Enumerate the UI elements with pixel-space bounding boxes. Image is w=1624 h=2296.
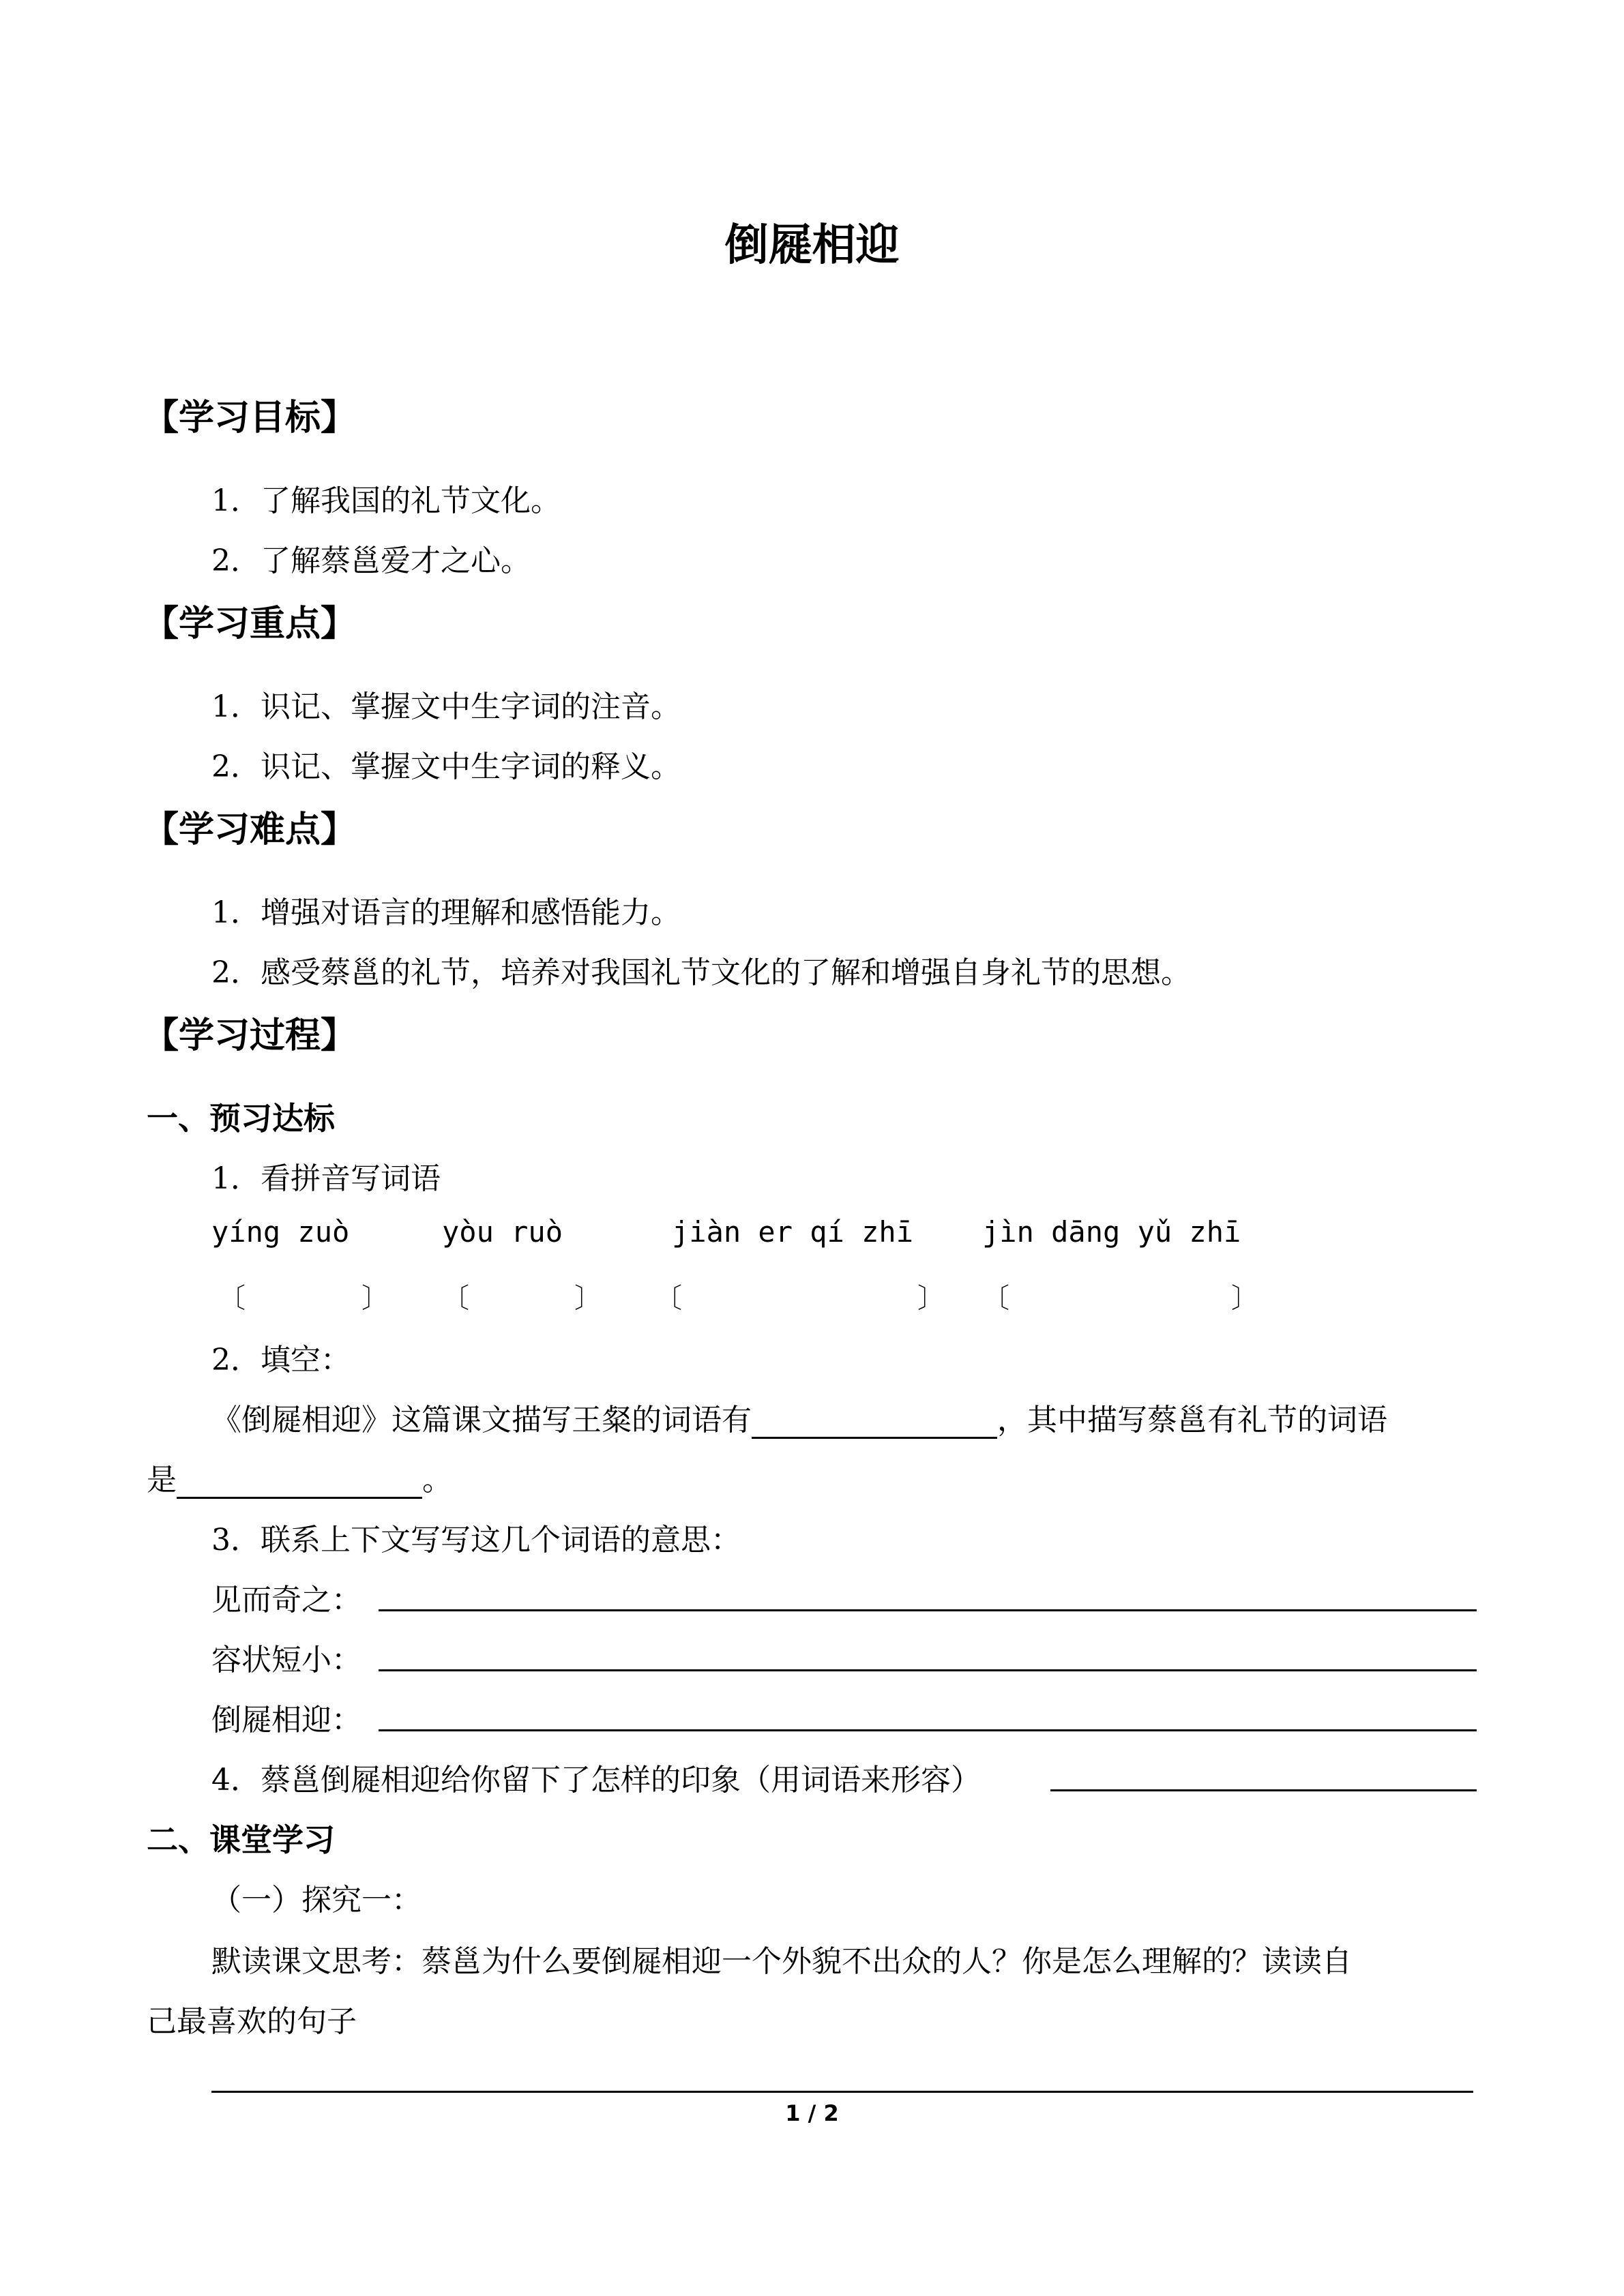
process-heading: 【学习过程】 [143,1015,357,1056]
pinyin-4: jìn dāng yǔ zhī [982,1215,1241,1249]
q3-term-3: 倒屣相迎： [211,1703,361,1738]
q3-term-2: 容状短小： [211,1643,361,1678]
answer-box-1-open[interactable]: 〔 [218,1283,246,1314]
pinyin-1: yíng zuò [211,1215,350,1249]
q4-answer-line[interactable] [1050,1789,1477,1791]
answer-box-2-close: 〕 [574,1283,602,1314]
part1-heading: 一、预习达标 [147,1100,335,1137]
key-point-item-1: 1．识记、掌握文中生字词的注音。 [211,689,681,724]
q2-text-b: ，其中描写蔡邕有礼节的词语 [997,1403,1387,1437]
answer-box-4-open[interactable]: 〔 [982,1283,1009,1314]
explore-label: （一）探究一： [211,1883,422,1918]
goals-heading: 【学习目标】 [143,398,357,438]
q3-answer-line-2[interactable] [379,1669,1477,1671]
footer-divider [211,2091,1473,2093]
q2-label: 2．填空： [211,1343,351,1377]
answer-box-3-close: 〕 [917,1283,945,1314]
prompt-line-2: 己最喜欢的句子 [147,2004,357,2039]
goal-item-1: 1．了解我国的礼节文化。 [211,483,561,518]
q3-answer-line-3[interactable] [379,1729,1477,1731]
answer-box-1-close: 〕 [361,1283,389,1314]
q2-blank-2[interactable] [177,1465,422,1499]
q3-label: 3．联系上下文写写这几个词语的意思： [211,1523,741,1557]
pinyin-3: jiàn er qí zhī [672,1215,914,1249]
page-title: 倒屣相迎 [724,220,900,271]
answer-box-2-open[interactable]: 〔 [442,1283,469,1314]
page-number: 1 / 2 [785,2100,839,2126]
answer-box-4-close: 〕 [1231,1283,1258,1314]
q2-line-1 [211,1395,1387,1439]
answer-box-3-open[interactable]: 〔 [655,1283,682,1314]
q3-term-1: 见而奇之： [211,1583,361,1617]
key-points-heading: 【学习重点】 [143,603,357,644]
q1-label: 1．看拼音写词语 [211,1161,441,1196]
q3-answer-line-1[interactable] [379,1609,1477,1611]
q2-text-d: 。 [422,1463,452,1497]
pinyin-2: yòu ruò [442,1215,563,1249]
difficulty-item-2: 2．感受蔡邕的礼节，培养对我国礼节文化的了解和增强自身礼节的思想。 [211,955,1191,990]
key-point-item-2: 2．识记、掌握文中生字词的释义。 [211,749,681,784]
goal-item-2: 2．了解蔡邕爱才之心。 [211,543,531,578]
prompt-line-1: 默读课文思考：蔡邕为什么要倒屣相迎一个外貌不出众的人？你是怎么理解的？读读自 [211,1944,1352,1979]
difficulties-heading: 【学习难点】 [143,809,357,850]
q2-text-a: 《倒屣相迎》这篇课文描写王粲的词语有 [211,1403,752,1437]
difficulty-item-1: 1．增强对语言的理解和感悟能力。 [211,895,681,930]
q2-line-2 [147,1455,452,1499]
q2-text-c: 是 [147,1463,177,1497]
q2-blank-1[interactable] [752,1405,997,1439]
q4-label: 4．蔡邕倒屣相迎给你留下了怎样的印象（用词语来形容） [211,1763,981,1798]
part2-heading: 二、课堂学习 [147,1821,335,1858]
